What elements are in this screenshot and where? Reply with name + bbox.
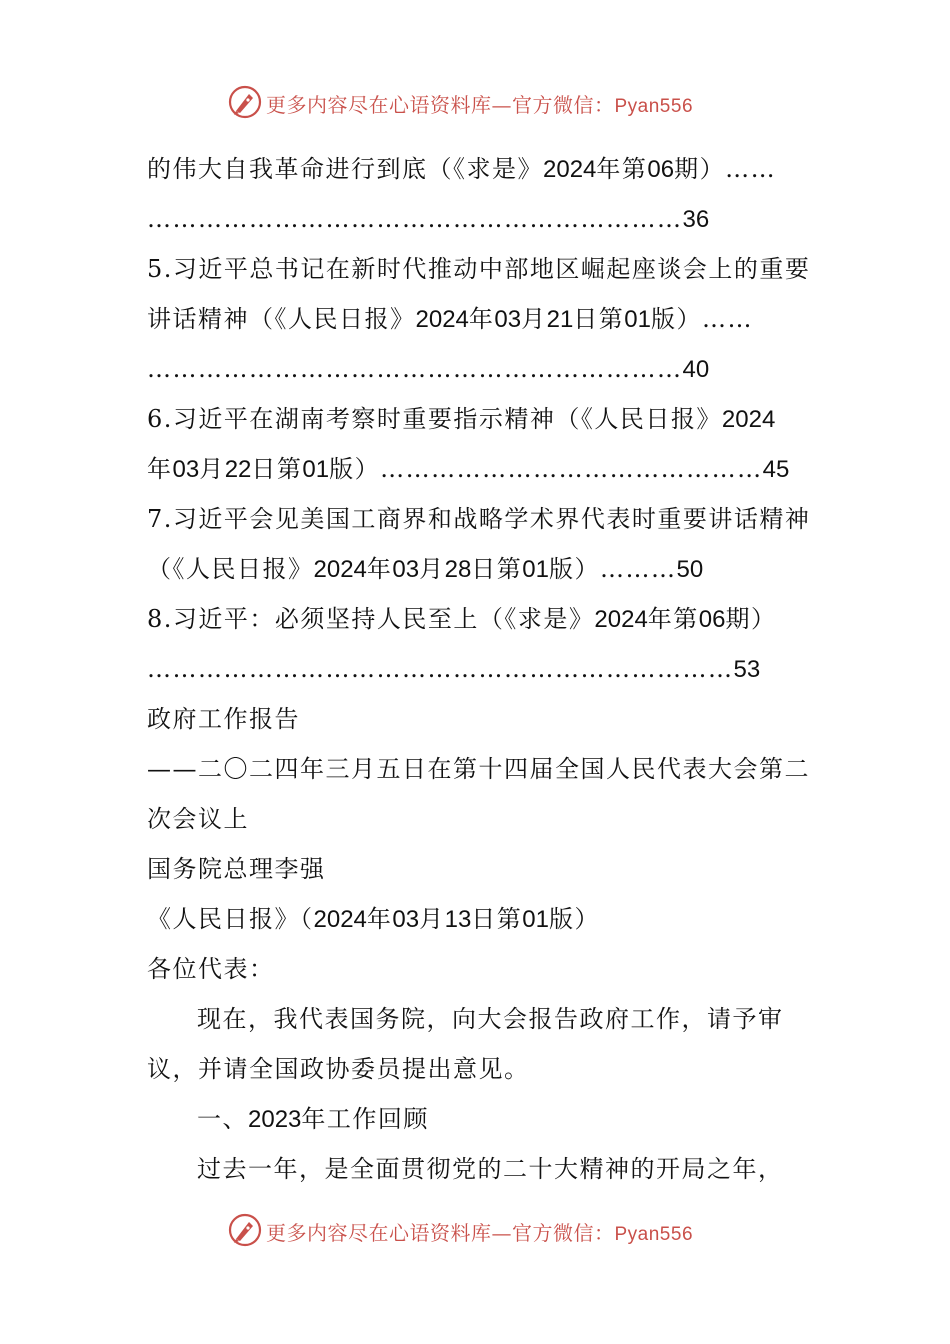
article-author: 国务院总理李强 xyxy=(147,855,326,883)
toc-item-5-line-1: 5.习近平总书记在新时代推动中部地区崛起座谈会上的重要 xyxy=(147,255,811,283)
toc-item-8-line-2 xyxy=(147,647,807,697)
header-banner xyxy=(0,82,950,122)
article-title: 政府工作报告 xyxy=(147,705,300,733)
toc-item-4-line-1: 的伟大自我革命进行到底（《求是》2024年第06期）…… xyxy=(147,155,777,183)
pen-nib-logo-icon xyxy=(227,1212,263,1248)
header-banner-text xyxy=(266,89,693,118)
toc-leader-dots: ……………………………………………………… xyxy=(147,205,683,233)
toc-item-4-line-2 xyxy=(147,197,807,247)
paragraph-1-line-1: 现在，我代表国务院，向大会报告政府工作，请予审 xyxy=(197,1005,784,1033)
toc-leader-dots: ……………………………………………………… xyxy=(147,355,683,383)
pen-nib-logo-icon xyxy=(227,84,263,120)
toc-page-number: 53 xyxy=(733,656,761,683)
wechat-handle: Pyan556 xyxy=(614,1224,694,1245)
toc-item-6-line-1: 6.习近平在湖南考察时重要指示精神（《人民日报》2024 xyxy=(147,405,776,433)
toc-page-number: 45 xyxy=(762,456,790,483)
article-subtitle-line-1: ——二〇二四年三月五日在第十四届全国人民代表大会第二 xyxy=(147,755,810,783)
footer-banner xyxy=(0,1210,950,1250)
toc-page-number: 36 xyxy=(682,206,710,233)
toc-page-number: 40 xyxy=(682,356,710,383)
paragraph-2-line-1: 过去一年，是全面贯彻党的二十大精神的开局之年， xyxy=(197,1155,784,1183)
section-heading-1: 一、2023年工作回顾 xyxy=(197,1105,429,1133)
toc-item-6-line-2: 年03月22日第01版）………………………………………45 xyxy=(147,455,790,483)
banner-label: 更多内容尽在心语资料库—官方微信： xyxy=(266,93,615,117)
article-source: 《人民日报》（2024年03月13日第01版） xyxy=(147,905,600,933)
footer-banner-text xyxy=(266,1217,693,1246)
article-salutation: 各位代表： xyxy=(147,955,275,983)
paragraph-1-line-2: 议，并请全国政协委员提出意见。 xyxy=(147,1055,530,1083)
document-body xyxy=(147,147,811,1197)
toc-item-8-line-1: 8.习近平：必须坚持人民至上（《求是》2024年第06期） xyxy=(147,605,777,633)
banner-label: 更多内容尽在心语资料库—官方微信： xyxy=(266,1221,615,1245)
toc-item-7-line-2: （《人民日报》2024年03月28日第01版）………50 xyxy=(147,555,704,583)
wechat-handle: Pyan556 xyxy=(614,96,694,117)
toc-item-5-line-3 xyxy=(147,347,807,397)
toc-leader-dots: …………………………………………………………… xyxy=(147,655,734,683)
toc-page-number: 50 xyxy=(676,556,704,583)
toc-item-7-line-1: 7.习近平会见美国工商界和战略学术界代表时重要讲话精神 xyxy=(147,505,811,533)
article-subtitle-line-2: 次会议上 xyxy=(147,805,249,833)
toc-item-5-line-2: 讲话精神（《人民日报》2024年03月21日第01版）…… xyxy=(147,305,753,333)
